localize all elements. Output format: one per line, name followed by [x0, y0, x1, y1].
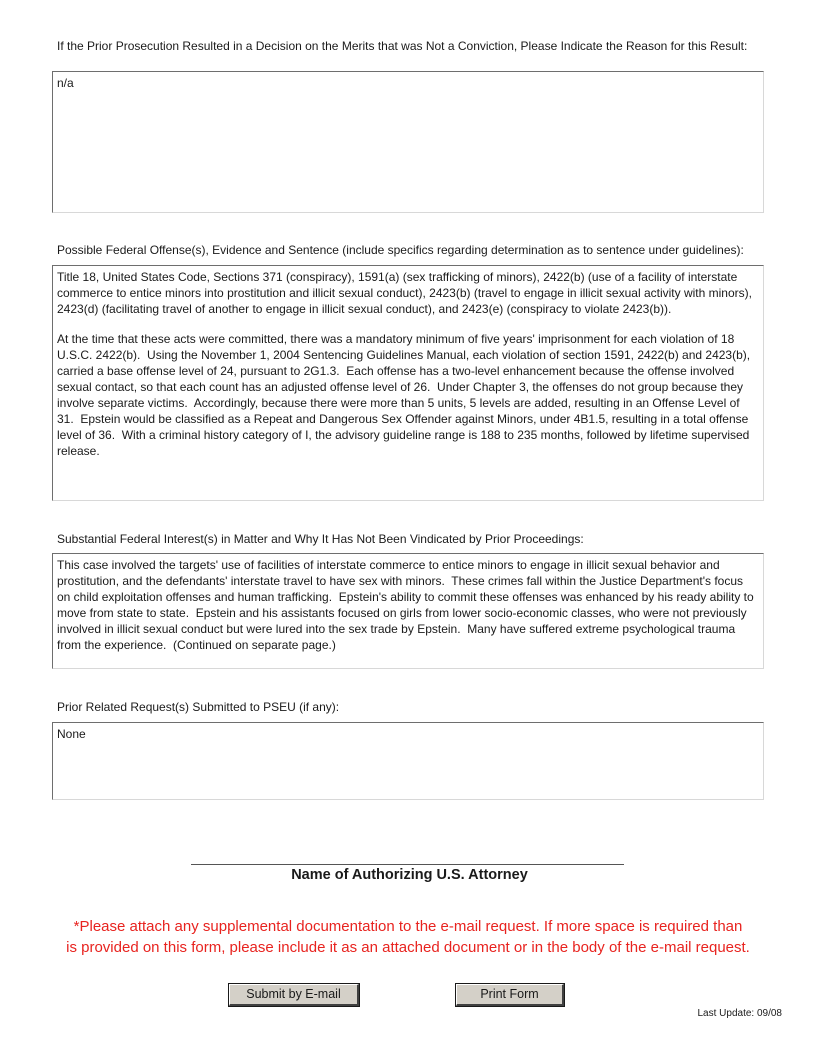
- offenses-paragraph-1: Title 18, United States Code, Sections 371 (conspiracy), 1591(a) (sex trafficking of minors), 2422(b) (use of a facility of interstate commerce to entice minors into prostitution and illicit sexual conduct), 2423(b) (travel to engage in illicit sexual activity with minors), 2423(d) (facilitating travel of another to engage in illicit sexual conduct), and 2423(e) (conspiracy to violate 2423(b)).: [57, 270, 756, 316]
- prior-requests-field[interactable]: [52, 722, 764, 800]
- federal-interest-field[interactable]: [52, 553, 764, 669]
- prior-requests-label: Prior Related Request(s) Submitted to PSEU (if any):: [57, 700, 340, 714]
- signature-label: Name of Authorizing U.S. Attorney: [291, 867, 528, 883]
- supplemental-notice: [40, 916, 776, 958]
- print-form-button[interactable]: Print Form: [456, 984, 564, 1006]
- reason-field[interactable]: [52, 71, 764, 213]
- prior-requests-value: None: [57, 727, 86, 741]
- offenses-label: Possible Federal Offense(s), Evidence and Sentence (include specifics regarding determination as to sentence under guidelines):: [57, 243, 744, 257]
- notice-line-1: *Please attach any supplemental documentation to the e-mail request. If more space is required than: [73, 918, 743, 935]
- last-update: Last Update: 09/08: [697, 1008, 782, 1019]
- notice-line-2: is provided on this form, please include it as an attached document or in the body of the e-mail request.: [66, 939, 750, 956]
- reason-label: If the Prior Prosecution Resulted in a Decision on the Merits that was Not a Conviction, Please Indicate the Reason for this Result:: [57, 39, 748, 53]
- federal-interest-label: Substantial Federal Interest(s) in Matter and Why It Has Not Been Vindicated by Prior Proceedings:: [57, 532, 584, 546]
- offenses-paragraph-2: At the time that these acts were committed, there was a mandatory minimum of five years' imprisonment for each violation of 18 U.S.C. 2422(b). Using the November 1, 2004 Sentencing Guidelines Manual, each violation of section 1591, 2422(b) and 2423(b), carried a base offense level of 24, pursuant to 2G1.3. Each offense has a two-level enhancement because the offense involved sexual contact, so that each count has an adjusted offense level of 26. Under Chapter 3, the offenses do not group because they involve separate victims. Accordingly, because there were more than 5 units, 5 levels are added, resulting in an Offense Level of 31. Epstein would be classified as a Repeat and Dangerous Sex Offender against Minors, under 4B1.5, resulting in a total offense level of 36. With a criminal history category of I, the advisory guideline range is 188 to 235 months, followed by lifetime supervised release.: [57, 332, 754, 458]
- submit-email-button[interactable]: Submit by E-mail: [229, 984, 359, 1006]
- federal-interest-value: This case involved the targets' use of facilities of interstate commerce to entice minors to engage in illicit sexual behavior and prostitution, and the defendants' interstate travel to have sex with minors. These crimes fall within the Justice Department's focus on child exploitation offenses and human trafficking. Epstein's ability to commit these offenses was enhanced by his ready ability to move from state to state. Epstein and his assistants focused on girls from lower socio-economic classes, who were not previously involved in illicit sexual conduct but were lured into the sex trade by Epstein. Many have suffered extreme psychological trauma from the experience. (Continued on separate page.): [57, 558, 758, 652]
- signature-line: [191, 864, 624, 865]
- reason-value: n/a: [57, 76, 74, 90]
- offenses-field[interactable]: [52, 265, 764, 501]
